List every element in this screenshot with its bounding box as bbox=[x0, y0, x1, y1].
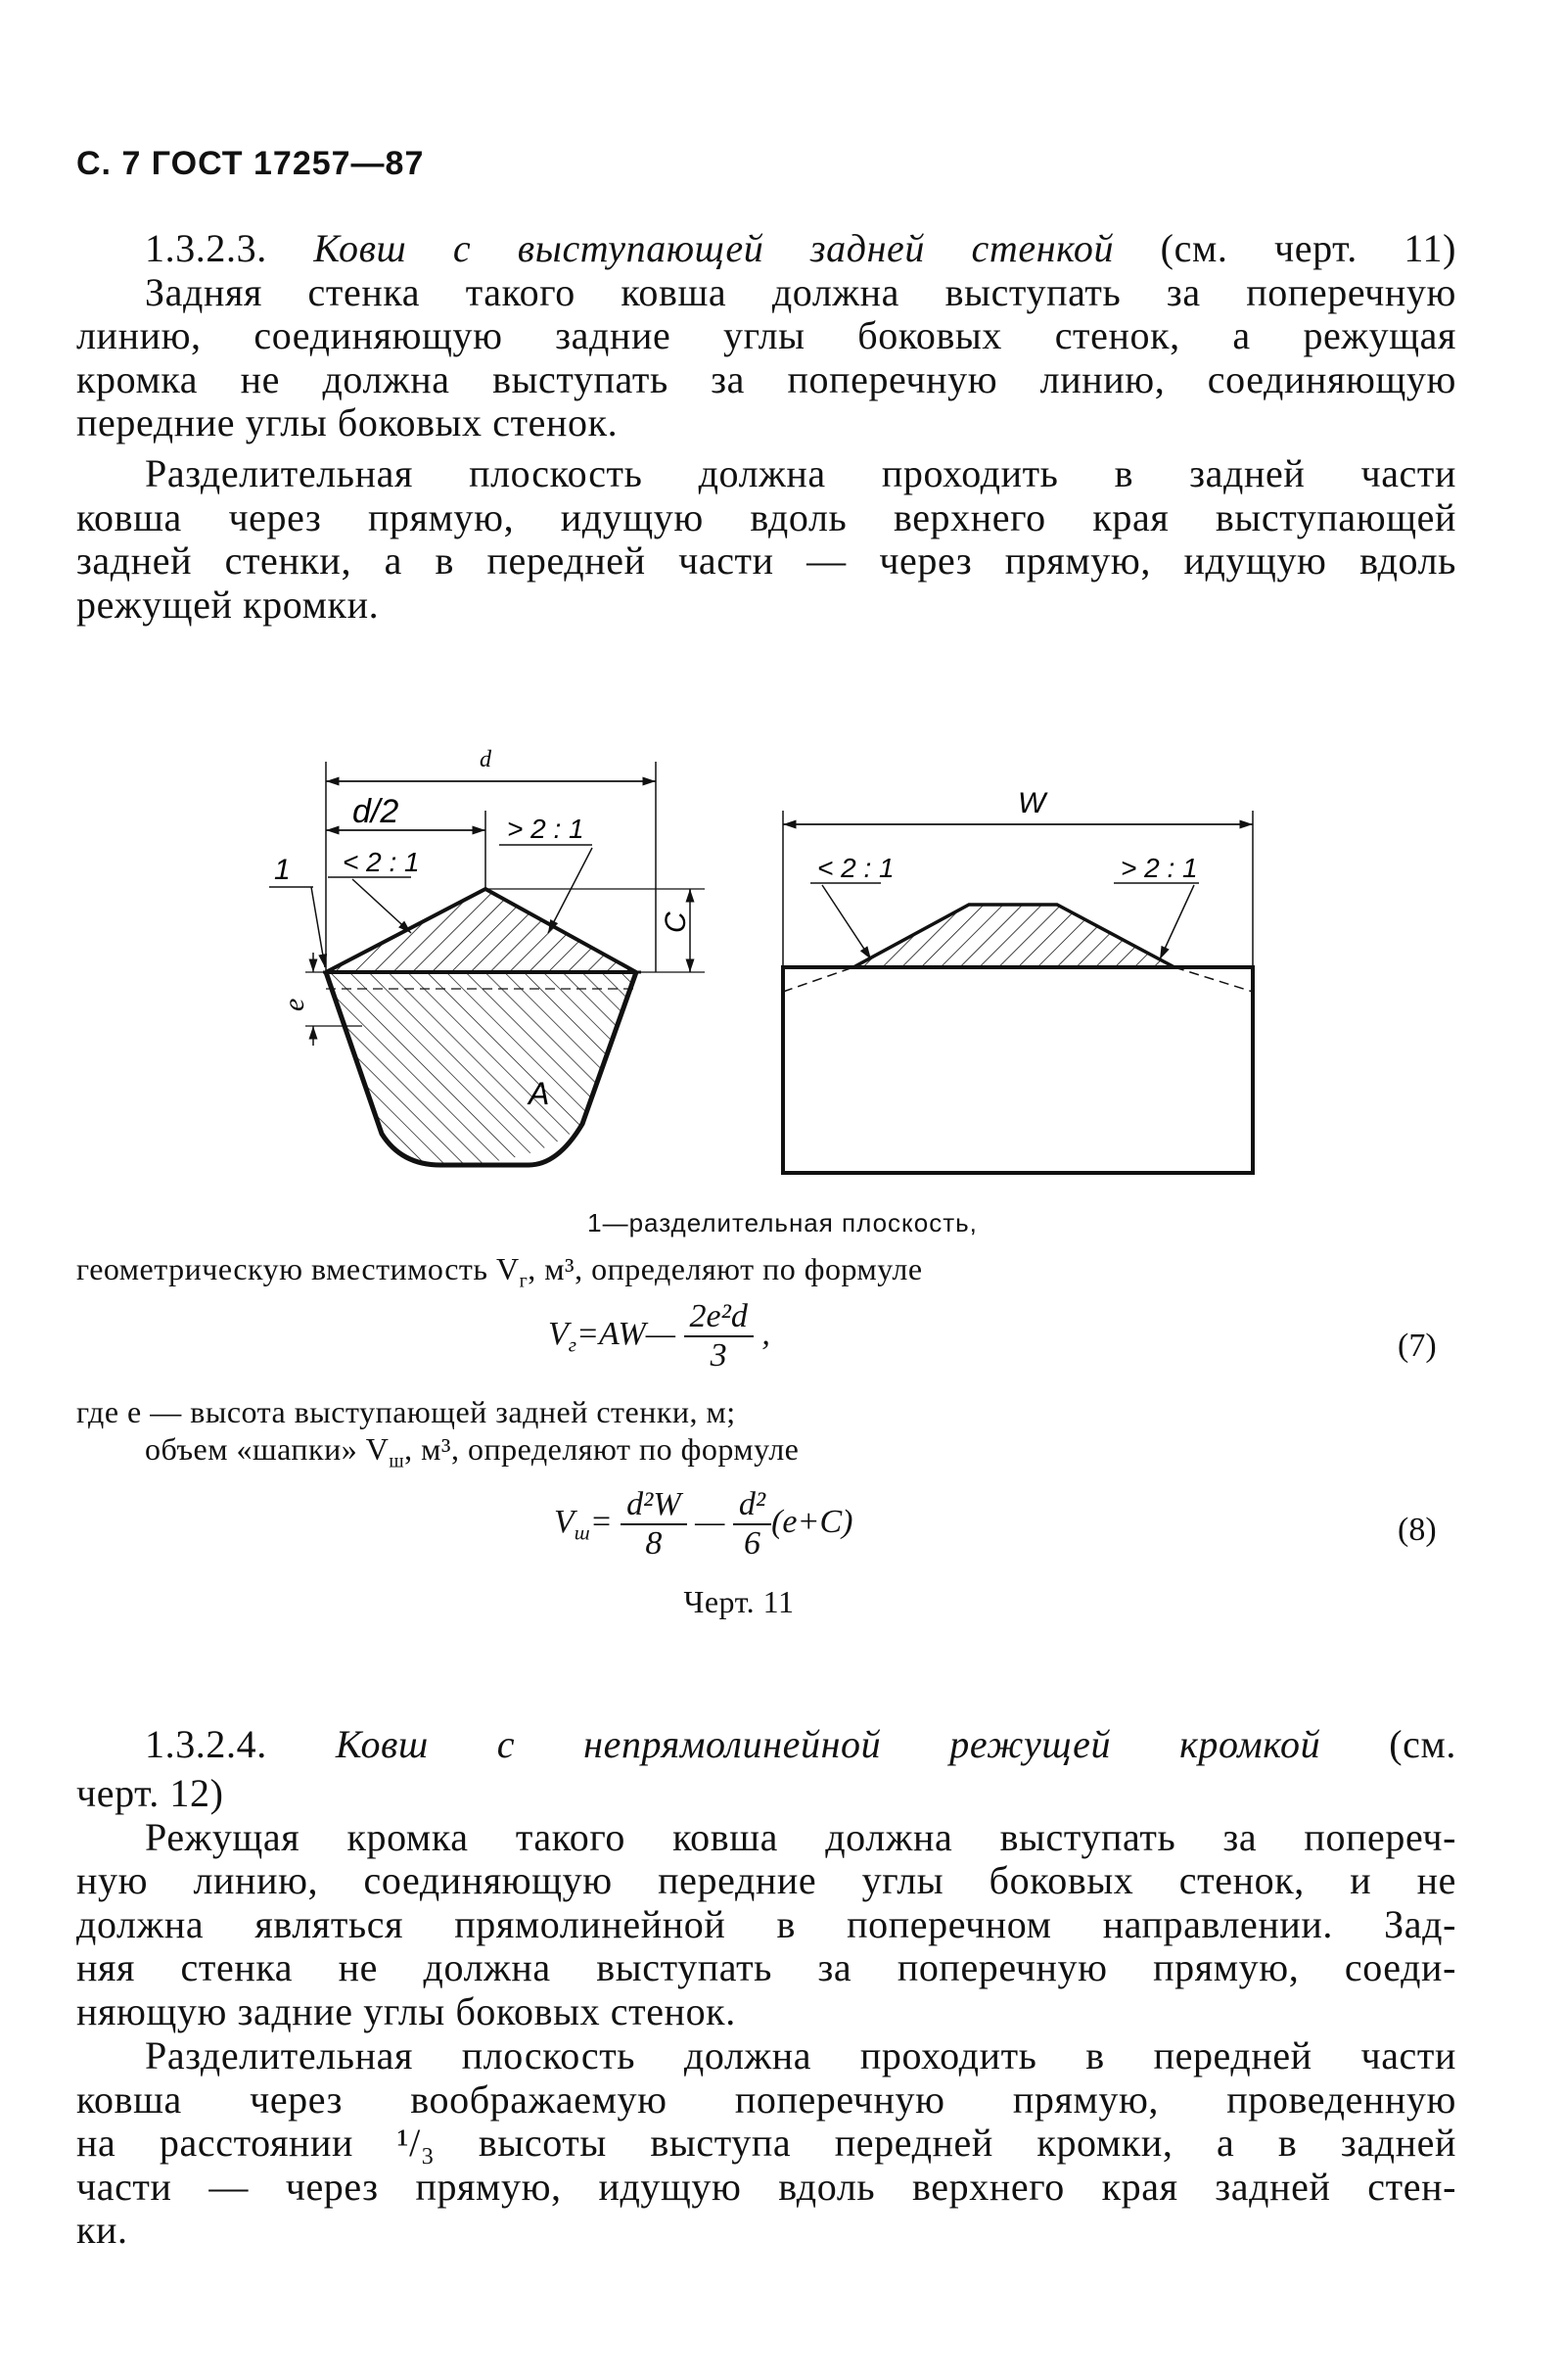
dim-w-label: W bbox=[1018, 787, 1046, 819]
paragraph bbox=[76, 2034, 1456, 2253]
text-line: ную линию, соединяющую передние углы боковых стенок, и не bbox=[76, 1858, 1456, 1902]
formula-mid: =AW— bbox=[576, 1315, 676, 1352]
paragraph bbox=[76, 452, 1456, 627]
front-view bbox=[783, 787, 1253, 1173]
text-line: кромка не должна выступать за поперечную линию, соединяющую bbox=[76, 356, 1456, 401]
formula-minus: — bbox=[695, 1503, 725, 1540]
dim-d-half-label: d/2 bbox=[352, 793, 399, 830]
formula-7 bbox=[548, 1298, 770, 1375]
ratio-right-label: > 2 : 1 bbox=[507, 814, 584, 844]
formula-subscript: ш bbox=[574, 1520, 590, 1545]
text-line: ковша через прямую, идущую вдоль верхнего края выступающей bbox=[76, 494, 1456, 539]
text-line: части — через прямую, идущую вдоль верхнего края задней стен- bbox=[76, 2164, 1456, 2209]
text-line: няя стенка не должна выступать за поперечную прямую, соеди- bbox=[76, 1945, 1456, 1989]
label-1: 1 bbox=[274, 854, 291, 886]
text-line: ковша через воображаемую поперечную прямую, проведенную bbox=[76, 2077, 1456, 2122]
text-line: няющую задние углы боковых стенок. bbox=[76, 1988, 736, 2033]
equation-number: (8) bbox=[1398, 1512, 1437, 1548]
paragraph bbox=[76, 1772, 1456, 2033]
formula-fraction bbox=[621, 1486, 687, 1563]
section-1-3-2-3 bbox=[76, 227, 1456, 445]
side-view bbox=[269, 747, 705, 1165]
page-header: С. 7 ГОСТ 17257—87 bbox=[76, 145, 425, 182]
area-a-label: A bbox=[529, 1076, 550, 1111]
ratio-left-label: < 2 : 1 bbox=[817, 853, 895, 883]
dim-c-label: C bbox=[660, 911, 692, 933]
figure-label: Черт. 11 bbox=[683, 1584, 795, 1619]
section-title: Ковш с выступающей задней стенкой bbox=[313, 226, 1115, 270]
text-part: объем «шапки» V bbox=[145, 1431, 390, 1467]
fraction-denominator: 3 bbox=[710, 1337, 727, 1374]
fraction-numerator: d²W bbox=[621, 1486, 687, 1525]
text-line: ки. bbox=[76, 2208, 128, 2252]
where-line: где e — высота выступающей задней стенки, м; bbox=[76, 1394, 736, 1429]
dim-e-label: e bbox=[278, 998, 310, 1011]
section-heading bbox=[76, 227, 1456, 271]
equation-number: (7) bbox=[1398, 1328, 1437, 1364]
text-geom-capacity bbox=[76, 1251, 923, 1292]
section-1-3-2-4 bbox=[76, 1723, 1456, 1767]
text-part: , м³, определяют по формуле bbox=[404, 1431, 800, 1467]
figure-caption: 1—разделительная плоскость, bbox=[587, 1208, 978, 1237]
technical-drawing bbox=[245, 732, 1302, 1202]
fraction-denominator: 8 bbox=[645, 1525, 663, 1562]
ratio-right-label: > 2 : 1 bbox=[1121, 853, 1198, 883]
subscript: г bbox=[519, 1270, 529, 1292]
fraction-numerator: 2e²d bbox=[684, 1298, 754, 1337]
section-heading bbox=[76, 1723, 1456, 1767]
section-ref: (см. bbox=[1389, 1722, 1456, 1766]
text-line: линию, соединяющую задние углы боковых стенок, а режущая bbox=[76, 313, 1456, 357]
text-line: режущей кромки. bbox=[76, 582, 380, 627]
formula-eq: = bbox=[589, 1503, 613, 1540]
volume-line bbox=[145, 1431, 799, 1472]
formula-tail: , bbox=[761, 1315, 770, 1352]
section-number: 1.3.2.4. bbox=[145, 1722, 267, 1766]
text-part: геометрическую вместимость V bbox=[76, 1251, 520, 1286]
fraction-denominator: 6 bbox=[744, 1525, 760, 1562]
dim-d-label: d bbox=[480, 747, 491, 772]
text-part: , м³, определяют по формуле bbox=[528, 1251, 923, 1286]
section-ref: (см. черт. 11) bbox=[1160, 226, 1456, 270]
formula-fraction bbox=[684, 1298, 754, 1375]
text-line: на расстоянии ¹/₃ высоты выступа передней кромки, а в задней bbox=[76, 2121, 1456, 2165]
formula-lhs: V bbox=[554, 1503, 575, 1540]
text-line: черт. 12) bbox=[76, 1771, 224, 1815]
subscript: ш bbox=[389, 1450, 405, 1472]
section-number: 1.3.2.3. bbox=[145, 226, 267, 270]
text-line: Разделительная плоскость должна проходить в задней части bbox=[145, 451, 1456, 495]
text-line: Режущая кромка такого ковша должна выступать за попереч- bbox=[145, 1814, 1456, 1859]
text-line: задней стенки, а в передней части — через прямую, идущую вдоль bbox=[76, 538, 1456, 583]
formula-tail: (e+C) bbox=[771, 1503, 853, 1540]
formula-8 bbox=[554, 1486, 852, 1563]
text-line: Разделительная плоскость должна проходить в передней части bbox=[145, 2033, 1456, 2077]
formula-lhs: V bbox=[548, 1315, 569, 1352]
section-title: Ковш с непрямолинейной режущей кромкой bbox=[335, 1722, 1321, 1766]
ratio-left-label: < 2 : 1 bbox=[343, 847, 420, 877]
text-line: передние углы боковых стенок. bbox=[76, 400, 619, 444]
text-line: должна являться прямолинейной в поперечном направлении. Зад- bbox=[76, 1901, 1456, 1946]
formula-subscript: г bbox=[568, 1332, 577, 1357]
text-line: Задняя стенка такого ковша должна выступать за поперечную bbox=[145, 269, 1456, 314]
formula-fraction bbox=[733, 1486, 771, 1563]
fraction-numerator: d² bbox=[733, 1486, 771, 1525]
